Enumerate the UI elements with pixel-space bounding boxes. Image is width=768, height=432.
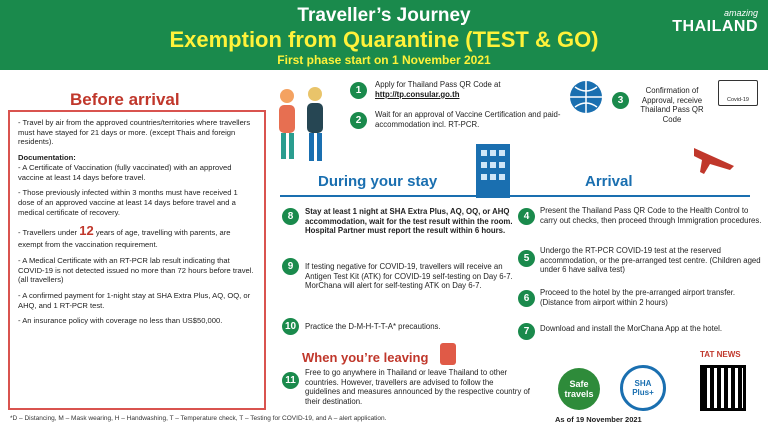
before-p1: - Travel by air from the approved countries/territories where travellers must have stayed for 21 days or more. (except Thais and foreign residents).	[18, 118, 251, 147]
step-4-number: 4	[518, 208, 535, 225]
step-5-text: Undergo the RT-PCR COVID-19 test at the reserved accommodation, or the pre-arranged test centre. (Children aged under 6 have saliva test)	[540, 246, 761, 275]
divider-line	[280, 195, 750, 197]
step-2-text: Wait for an approval of Vaccine Certification and paid-accommodation incl. RT-PCR.	[375, 110, 561, 129]
globe-icon	[567, 78, 605, 116]
as-of-date: As of 19 November 2021	[555, 415, 642, 424]
plane-landing-icon	[690, 138, 740, 178]
step-7-number: 7	[518, 323, 535, 340]
title-line-2: Exemption from Quarantine (TEST & GO)	[169, 27, 599, 52]
covid-card-icon: Covid-19	[718, 80, 758, 106]
step-3-text: Confirmation of Approval, receive Thailand Pass QR Code	[640, 86, 704, 125]
safe-travels-badge: Safe travels	[558, 368, 600, 410]
step-11-number: 11	[282, 372, 299, 389]
sha-plus-badge: SHA Plus+	[620, 365, 666, 411]
before-p3: - Those previously infected within 3 months must have received 1 dose of an approved vaccine at least 14 days before travel and a medical certificate of recovery.	[18, 188, 238, 217]
step-9-text: If testing negative for COVID-19, travellers will receive an Antigen Test Kit (ATK) for COVID-19 self-testing on Day 6-7. MorChana will alert for self-testing ATK on Day 6-7.	[305, 262, 513, 291]
thailand-pass-link[interactable]: http://tp.consular.go.th	[375, 89, 460, 99]
amazing-thailand-logo: amazing THAILAND	[672, 8, 758, 35]
before-p7: - An insurance policy with coverage no less than US$50,000.	[18, 316, 223, 326]
luggage-icon	[440, 343, 456, 365]
travellers-illustration	[265, 78, 337, 168]
title-line-1: Traveller’s Journey	[297, 5, 471, 26]
arrival-title: Arrival	[585, 173, 633, 190]
step-6-number: 6	[518, 290, 535, 307]
step-8-text: Stay at least 1 night at SHA Extra Plus, AQ, OQ, or AHQ accommodation, wait for the test result within the room. Hospital Partner must report the result within 6 hours.	[305, 207, 513, 236]
step-2-number: 2	[350, 112, 367, 129]
before-p5: - A Medical Certificate with an RT-PCR lab result indicating that COVID-19 is not detected issued no more than 72 hours before travel. (all travellers)	[18, 255, 254, 285]
step-4-text: Present the Thailand Pass QR Code to the Health Control to carry out checks, then proceed through Immigration procedures.	[540, 206, 762, 225]
before-p4: - Travellers under 12 years of age, travelling with parents, are exempt from the vaccination requirement.	[18, 223, 231, 250]
step-8-number: 8	[282, 208, 299, 225]
title-line-3: First phase start on 1 November 2021	[277, 53, 491, 67]
step-3-number: 3	[612, 92, 629, 109]
tat-news-logo: TAT NEWS	[700, 350, 741, 359]
step-9-number: 9	[282, 258, 299, 275]
step-1-text: Apply for Thailand Pass QR Code at http://tp.consular.go.th	[375, 80, 501, 99]
before-p6: - A confirmed payment for 1-night stay at SHA Extra Plus, AQ, OQ, or AHQ, and 1 RT-PCR test.	[18, 290, 251, 310]
before-arrival-box	[8, 110, 266, 410]
during-stay-title: During your stay	[318, 173, 438, 190]
before-documentation: Documentation: - A Certificate of Vaccination (fully vaccinated) with an approved vaccine at least 14 days before travel.	[18, 153, 232, 182]
step-11-text: Free to go anywhere in Thailand or leave Thailand to other countries. However, travellers are advised to follow the guidelines and measures announced by the respective country of their destination.	[305, 368, 530, 407]
step-1-number: 1	[350, 82, 367, 99]
step-10-number: 10	[282, 318, 299, 335]
step-7-text: Download and install the MorChana App at the hotel.	[540, 324, 723, 333]
hotel-icon	[470, 140, 516, 200]
before-arrival-title: Before arrival	[70, 90, 180, 109]
step-5-number: 5	[518, 250, 535, 267]
qr-code[interactable]	[700, 365, 746, 411]
header-banner	[0, 0, 768, 70]
step-10-text: Practice the D-M-H-T-T-A* precautions.	[305, 322, 441, 331]
step-6-text: Proceed to the hotel by the pre-arranged airport transfer. (Distance from airport within 2 hours)	[540, 288, 736, 307]
footnote: *D – Distancing, M – Mask wearing, H – Handwashing, T – Temperature check, T – Testing for COVID-19, and A – alert application.	[10, 415, 387, 422]
leaving-title: When you’re leaving	[302, 350, 429, 365]
